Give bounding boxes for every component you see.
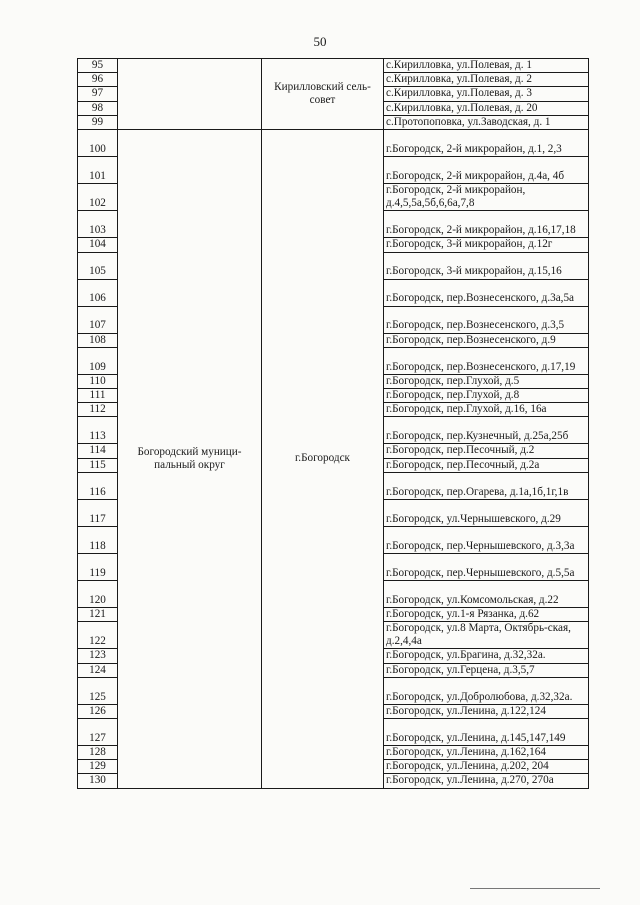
address-cell: с.Кирилловка, ул.Полевая, д. 3: [384, 87, 589, 101]
row-number: 100: [78, 130, 118, 157]
address-cell: г.Богородск, пер.Вознесенского, д.9: [384, 333, 589, 347]
row-number: 103: [78, 211, 118, 238]
address-cell: г.Богородск, 3-й микрорайон, д.12г: [384, 238, 589, 252]
table-row: [78, 59, 589, 73]
row-number: 107: [78, 306, 118, 333]
address-cell: г.Богородск, 2-й микрорайон, д.4,5,5а,5б,6,6а,7,8: [384, 184, 589, 211]
row-number: 101: [78, 157, 118, 184]
row-number: 106: [78, 279, 118, 306]
address-cell: г.Богородск, пер.Глухой, д.5: [384, 374, 589, 388]
row-number: 112: [78, 403, 118, 417]
district-cell: [118, 59, 262, 130]
row-number: 110: [78, 374, 118, 388]
row-number: 129: [78, 760, 118, 774]
row-number: 125: [78, 677, 118, 704]
address-cell: г.Богородск, ул.Добролюбова, д.32,32а.: [384, 677, 589, 704]
district-cell: Богородский муници-пальный округ: [118, 130, 262, 789]
address-cell: г.Богородск, ул.1-я Рязанка, д.62: [384, 607, 589, 621]
row-number: 126: [78, 704, 118, 718]
address-cell: г.Богородск, ул.Брагина, д.32,32а.: [384, 649, 589, 663]
row-number: 116: [78, 472, 118, 499]
row-number: 122: [78, 622, 118, 649]
row-number: 123: [78, 649, 118, 663]
row-number: 128: [78, 746, 118, 760]
locality-cell: Кирилловский сель-совет: [262, 59, 384, 130]
address-cell: г.Богородск, пер.Вознесенского, д.3а,5а: [384, 279, 589, 306]
row-number: 119: [78, 553, 118, 580]
row-number: 113: [78, 417, 118, 444]
address-cell: г.Богородск, пер.Чернышевского, д.3,3а: [384, 526, 589, 553]
row-number: 111: [78, 389, 118, 403]
address-cell: с.Кирилловка, ул.Полевая, д. 2: [384, 73, 589, 87]
address-cell: г.Богородск, пер.Кузнечный, д.25а,25б: [384, 417, 589, 444]
address-cell: г.Богородск, пер.Глухой, д.16, 16а: [384, 403, 589, 417]
row-number: 105: [78, 252, 118, 279]
address-cell: г.Богородск, пер.Огарева, д.1а,1б,1г,1в: [384, 472, 589, 499]
row-number: 109: [78, 347, 118, 374]
row-number: 96: [78, 73, 118, 87]
address-cell: г.Богородск, пер.Чернышевского, д.5,5а: [384, 553, 589, 580]
row-number: 97: [78, 87, 118, 101]
row-number: 114: [78, 444, 118, 458]
row-number: 115: [78, 458, 118, 472]
address-cell: с.Протопоповка, ул.Заводская, д. 1: [384, 115, 589, 129]
address-cell: г.Богородск, ул.Ленина, д.122,124: [384, 704, 589, 718]
row-number: 121: [78, 607, 118, 621]
table-row: [78, 130, 589, 157]
row-number: 99: [78, 115, 118, 129]
locality-cell: г.Богородск: [262, 130, 384, 789]
address-cell: с.Кирилловка, ул.Полевая, д. 1: [384, 59, 589, 73]
address-cell: г.Богородск, ул.Ленина, д.202, 204: [384, 760, 589, 774]
row-number: 117: [78, 499, 118, 526]
row-number: 120: [78, 580, 118, 607]
address-cell: г.Богородск, пер.Песочный, д.2а: [384, 458, 589, 472]
row-number: 118: [78, 526, 118, 553]
page-number: 50: [313, 34, 327, 49]
address-cell: г.Богородск, ул.Герцена, д.3,5,7: [384, 663, 589, 677]
address-cell: г.Богородск, 3-й микрорайон, д.15,16: [384, 252, 589, 279]
address-cell: г.Богородск, 2-й микрорайон, д.16,17,18: [384, 211, 589, 238]
address-table-body: [78, 59, 589, 789]
address-cell: г.Богородск, ул.Комсомольская, д.22: [384, 580, 589, 607]
address-cell: г.Богородск, пер.Глухой, д.8: [384, 389, 589, 403]
row-number: 104: [78, 238, 118, 252]
row-number: 98: [78, 101, 118, 115]
address-cell: г.Богородск, ул.8 Марта, Октябрь-ская, д.2,4,4а: [384, 622, 589, 649]
row-number: 95: [78, 59, 118, 73]
row-number: 130: [78, 774, 118, 788]
row-number: 102: [78, 184, 118, 211]
row-number: 124: [78, 663, 118, 677]
address-cell: г.Богородск, 2-й микрорайон, д.1, 2,3: [384, 130, 589, 157]
address-cell: с.Кирилловка, ул.Полевая, д. 20: [384, 101, 589, 115]
address-cell: г.Богородск, пер.Вознесенского, д.17,19: [384, 347, 589, 374]
address-cell: г.Богородск, ул.Ленина, д.270, 270а: [384, 774, 589, 788]
bottom-rule: [470, 888, 600, 889]
address-cell: г.Богородск, ул.Ленина, д.162,164: [384, 746, 589, 760]
address-cell: г.Богородск, ул.Чернышевского, д.29: [384, 499, 589, 526]
row-number: 127: [78, 719, 118, 746]
address-cell: г.Богородск, 2-й микрорайон, д.4а, 4б: [384, 157, 589, 184]
address-table: [77, 58, 589, 789]
address-cell: г.Богородск, пер.Вознесенского, д.3,5: [384, 306, 589, 333]
address-cell: г.Богородск, пер.Песочный, д.2: [384, 444, 589, 458]
row-number: 108: [78, 333, 118, 347]
address-cell: г.Богородск, ул.Ленина, д.145,147,149: [384, 719, 589, 746]
